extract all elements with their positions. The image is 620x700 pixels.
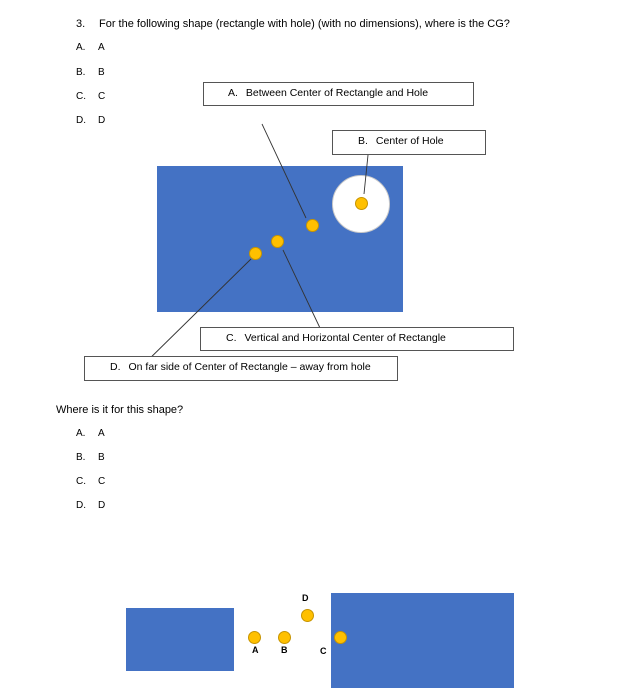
option-text: C: [98, 91, 106, 102]
option-text: A: [98, 428, 105, 439]
callout-letter: A.: [228, 87, 238, 99]
question-2-option-a[interactable]: [76, 428, 105, 439]
option-letter: B.: [76, 67, 86, 78]
option-text: D: [98, 500, 106, 511]
question-2-text: Where is it for this shape?: [56, 404, 184, 416]
callout-text: Between Center of Rectangle and Hole: [245, 87, 429, 99]
question-1-number: 3.: [76, 18, 86, 30]
point-label-c: C: [320, 646, 327, 656]
point-marker-c: [334, 631, 347, 644]
callout-text: On far side of Center of Rectangle – away from hole: [128, 361, 371, 373]
option-letter: C.: [76, 476, 86, 487]
option-text: C: [98, 476, 106, 487]
point-marker-a: [248, 631, 261, 644]
option-text: B: [98, 452, 105, 463]
point-label-d: D: [302, 593, 309, 603]
option-letter: C.: [76, 91, 86, 102]
option-letter: A.: [76, 428, 86, 439]
point-marker-d: [301, 609, 314, 622]
leader-line-d: [138, 259, 251, 370]
callout-c: [200, 327, 514, 351]
callout-text: Center of Hole: [375, 135, 444, 147]
option-text: B: [98, 67, 105, 78]
option-text: D: [98, 115, 106, 126]
question-1-text: For the following shape (rectangle with hole) (with no dimensions), where is the CG?: [99, 18, 510, 30]
point-marker-b: [278, 631, 291, 644]
leader-line-b: [364, 155, 368, 194]
leader-line-c: [283, 250, 320, 328]
question-2-option-c[interactable]: [76, 476, 105, 487]
option-text: A: [98, 42, 105, 53]
question-2-option-d[interactable]: [76, 500, 105, 511]
callout-d: [84, 356, 398, 381]
callout-a: [203, 82, 474, 106]
option-letter: D.: [76, 115, 86, 126]
callout-letter: B.: [358, 135, 368, 147]
point-label-a: A: [252, 645, 259, 655]
option-letter: D.: [76, 500, 86, 511]
callout-letter: C.: [226, 332, 237, 344]
callout-b: [332, 130, 486, 155]
leader-line-a: [262, 124, 306, 218]
callout-text: Vertical and Horizontal Center of Rectangle: [244, 332, 446, 344]
option-letter: A.: [76, 42, 86, 53]
callout-letter: D.: [110, 361, 121, 373]
small-rectangle: [126, 608, 234, 671]
large-rectangle: [331, 593, 514, 688]
option-letter: B.: [76, 452, 86, 463]
question-2-option-b[interactable]: [76, 452, 105, 463]
point-label-b: B: [281, 645, 288, 655]
